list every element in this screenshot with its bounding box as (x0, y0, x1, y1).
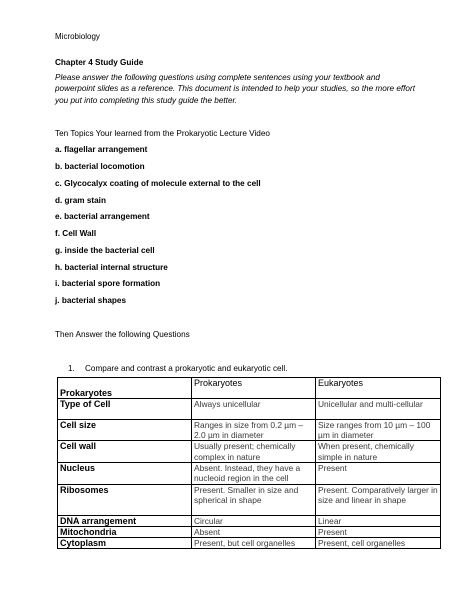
topic-item: g. inside the bacterial cell (55, 246, 155, 255)
topic-item: a. flagellar arrangement (55, 145, 148, 154)
topic-item: i. bacterial spore formation (55, 279, 161, 288)
prokaryote-cell: Absent. Instead, they have a nucleoid region in the cell (192, 462, 316, 484)
guide-instructions: Please answer the following questions using complete sentences using your textbook and powerpoint slides as a reference. This document is intended to help your studies, so the more effort you put into completing this study guide the better. (55, 73, 415, 105)
questions-heading: Then Answer the following Questions (55, 330, 190, 339)
topic-item: d. gram stain (55, 196, 106, 205)
question-text: Compare and contrast a prokaryotic and eukaryotic cell. (85, 364, 288, 373)
topic-item: h. bacterial internal structure (55, 263, 168, 272)
eukaryote-cell: Size ranges from 10 µm – 100 µm in diameter (316, 420, 441, 441)
table-row (58, 420, 441, 441)
table-row (58, 399, 441, 420)
eukaryote-cell: Unicellular and multi-cellular (316, 399, 441, 420)
table-header-row (58, 378, 441, 399)
row-label: Cytoplasm (58, 538, 192, 549)
guide-title: Chapter 4 Study Guide (55, 58, 144, 67)
table-row (58, 484, 441, 515)
topic-item: e. bacterial arrangement (55, 212, 150, 221)
table-row (58, 441, 441, 462)
table-row (58, 527, 441, 538)
prokaryote-cell: Absent (192, 527, 316, 538)
table-row (58, 462, 441, 484)
row-label: Cell size (58, 420, 192, 441)
prokaryote-cell: Ranges in size from 0.2 µm – 2.0 µm in diameter (192, 420, 316, 441)
course-header: Microbiology (55, 32, 100, 41)
eukaryote-cell: Present (316, 527, 441, 538)
prokaryote-cell: Present, but cell organelles (192, 538, 316, 549)
topic-item: b. bacterial locomotion (55, 162, 145, 171)
prokaryote-cell: Circular (192, 515, 316, 526)
eukaryote-cell: When present, chemically simple in nature (316, 441, 441, 462)
topics-heading: Ten Topics Your learned from the Prokaryotic Lecture Video (55, 129, 270, 138)
eukaryote-cell: Present. Comparatively larger in size and linear in shape (316, 484, 441, 515)
prokaryote-cell: Usually present; chemically complex in nature (192, 441, 316, 462)
comparison-table (57, 377, 441, 549)
row-label: Ribosomes (58, 484, 192, 515)
prokaryote-cell: Present. Smaller in size and spherical in shape (192, 484, 316, 515)
topic-item: j. bacterial shapes (55, 296, 126, 305)
topic-item: c. Glycocalyx coating of molecule external to the cell (55, 179, 261, 188)
table-row (58, 515, 441, 526)
column-header-eukaryotes: Eukaryotes (316, 378, 441, 399)
prokaryote-cell: Always unicellular (192, 399, 316, 420)
row-label: Mitochondria (58, 527, 192, 538)
eukaryote-cell: Present, cell organelles (316, 538, 441, 549)
question-number: 1. (68, 364, 75, 373)
row-label: DNA arrangement (58, 515, 192, 526)
row-label: Cell wall (58, 441, 192, 462)
eukaryote-cell: Linear (316, 515, 441, 526)
column-header-prokaryotes: Prokaryotes (192, 378, 316, 399)
row-label: Type of Cell (58, 399, 192, 420)
topic-item: f. Cell Wall (55, 229, 97, 238)
row-label: Nucleus (58, 462, 192, 484)
table-row (58, 538, 441, 549)
table-corner-label: Prokaryotes (58, 378, 192, 399)
eukaryote-cell: Present (316, 462, 441, 484)
